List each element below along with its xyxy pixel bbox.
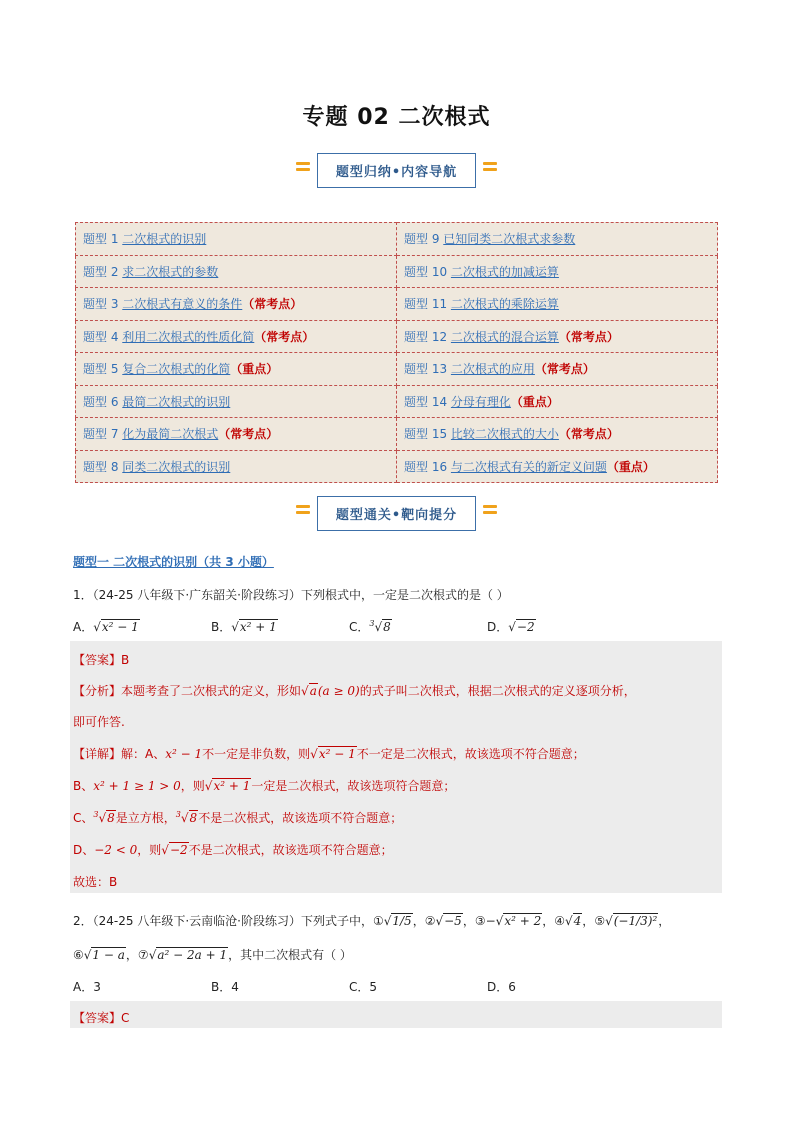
nav-cell-left: [76, 353, 397, 386]
q1-analysis: 【分析】本题考查了二次根式的定义，形如√a(a ≥ 0)的式子叫二次根式，根据二次根式的定义逐项分析，: [73, 684, 636, 698]
topic-link[interactable]: 二次根式的识别: [122, 232, 207, 247]
topic-number: 题型 15: [404, 427, 451, 442]
topic-link[interactable]: 二次根式的加减运算: [450, 264, 559, 279]
topic-tag: （重点）: [510, 394, 559, 409]
nav-banner: [317, 153, 476, 188]
topic-tag: （常考点）: [218, 427, 279, 442]
nav-cell-right: [397, 320, 718, 353]
q2-option-b: B．4: [211, 980, 239, 994]
question-1-stem: 1．（24-25 八年级下·广东韶关·阶段练习）下列根式中，一定是二次根式的是（ ）: [73, 588, 509, 602]
topic-link[interactable]: 分母有理化: [450, 394, 511, 409]
page-title: 专题 02 二次根式: [302, 105, 491, 130]
section-heading-1[interactable]: 题型一 二次根式的识别（共 3 小题）: [73, 555, 274, 569]
topic-number: 题型 13: [404, 362, 451, 377]
nav-cell-right: [397, 223, 718, 256]
nav-banner-wrap: [0, 153, 793, 188]
topic-tag: （常考点）: [534, 362, 595, 377]
nav-row: [76, 353, 718, 386]
topic-number: 题型 14: [404, 394, 451, 409]
topic-link[interactable]: 比较二次根式的大小: [450, 427, 559, 442]
topic-tag: （常考点）: [254, 329, 315, 344]
topic-link[interactable]: 二次根式的混合运算: [450, 329, 559, 344]
topic-number: 题型 9: [404, 232, 444, 247]
nav-cell-left: [76, 223, 397, 256]
nav-row: [76, 288, 718, 321]
question-2-stem: 2．（24-25 八年级下·云南临沧·阶段练习）下列式子中，①√1/5，②√−5，③−√x² + 2，④√4，⑤√(−1/3)²，: [73, 914, 671, 928]
nav-cell-right: [397, 288, 718, 321]
decor-dash-icon: [483, 505, 497, 520]
nav-cell-left: [76, 255, 397, 288]
q2-option-d: D．6: [487, 980, 516, 994]
topic-number: 题型 7: [83, 427, 123, 442]
topic-link[interactable]: 二次根式的应用: [450, 362, 535, 377]
q2-option-c: C．5: [349, 980, 378, 994]
topic-number: 题型 2: [83, 264, 123, 279]
nav-cell-left: [76, 418, 397, 451]
topic-number: 题型 16: [404, 459, 451, 474]
topic-number: 题型 12: [404, 329, 451, 344]
topic-link[interactable]: 求二次根式的参数: [122, 264, 219, 279]
nav-row: [76, 418, 718, 451]
nav-cell-right: [397, 385, 718, 418]
topic-tag: （重点）: [606, 459, 655, 474]
nav-row: [76, 320, 718, 353]
nav-cell-right: [397, 353, 718, 386]
q1-option-c: C．$^3$√8: [349, 619, 391, 634]
topic-tag: （重点）: [230, 362, 279, 377]
q1-choice: 故选：B: [73, 875, 118, 889]
decor-dash-icon: [296, 162, 310, 177]
topic-number: 题型 5: [83, 362, 123, 377]
nav-row: [76, 223, 718, 256]
topic-navigation-table: [75, 222, 718, 483]
nav-banner-label: 题型归纳•内容导航: [335, 165, 458, 180]
q2-answer-box: [70, 1001, 722, 1028]
q1-analysis-cont: 即可作答.: [73, 715, 125, 729]
q2-answer: 【答案】C: [73, 1011, 130, 1025]
q2-option-a: A．3: [73, 980, 101, 994]
topic-number: 题型 8: [83, 459, 123, 474]
nav-cell-left: [76, 450, 397, 483]
decor-dash-icon: [296, 505, 310, 520]
topic-link[interactable]: 复合二次根式的化简: [122, 362, 231, 377]
nav-cell-right: [397, 418, 718, 451]
nav-cell-left: [76, 385, 397, 418]
decor-dash-icon: [483, 162, 497, 177]
nav-row: [76, 255, 718, 288]
q1-answer: 【答案】B: [73, 653, 130, 667]
q1-detail-d: D、−2 < 0，则√−2不是二次根式，故该选项不符合题意；: [73, 843, 393, 857]
practice-banner-wrap: [0, 496, 793, 531]
nav-row: [76, 450, 718, 483]
topic-link[interactable]: 最简二次根式的识别: [122, 394, 231, 409]
topic-link[interactable]: 同类二次根式的识别: [122, 459, 231, 474]
nav-cell-right: [397, 450, 718, 483]
nav-row: [76, 385, 718, 418]
topic-number: 题型 4: [83, 329, 123, 344]
topic-number: 题型 3: [83, 297, 123, 312]
topic-link[interactable]: 与二次根式有关的新定义问题: [450, 459, 607, 474]
topic-link[interactable]: 已知同类二次根式求参数: [443, 232, 576, 247]
topic-link[interactable]: 二次根式的乘除运算: [450, 297, 559, 312]
q1-option-d: D．√−2: [487, 620, 535, 634]
topic-tag: （常考点）: [558, 427, 619, 442]
q1-detail-a: 【详解】解：A、x² − 1不一定是非负数，则√x² − 1不一定是二次根式，故该选项不符合题意；: [73, 747, 585, 761]
q1-option-a: A．√x² − 1: [73, 620, 139, 634]
nav-cell-right: [397, 255, 718, 288]
topic-tag: （常考点）: [558, 329, 619, 344]
nav-cell-left: [76, 320, 397, 353]
q1-option-b: B．√x² + 1: [211, 620, 277, 634]
topic-number: 题型 1: [83, 232, 123, 247]
topic-tag: （常考点）: [242, 297, 303, 312]
question-2-stem-cont: ⑥√1 − a，⑦√a² − 2a + 1，其中二次根式有（ ）: [73, 948, 352, 962]
topic-link[interactable]: 利用二次根式的性质化简: [122, 329, 255, 344]
q1-detail-b: B、x² + 1 ≥ 1 > 0，则√x² + 1一定是二次根式，故该选项符合题意；: [73, 779, 456, 793]
topic-link[interactable]: 二次根式有意义的条件: [122, 297, 243, 312]
topic-number: 题型 10: [404, 264, 451, 279]
topic-link[interactable]: 化为最简二次根式: [122, 427, 219, 442]
practice-banner-label: 题型通关•靶向提分: [335, 508, 458, 523]
topic-number: 题型 11: [404, 297, 451, 312]
topic-number: 题型 6: [83, 394, 123, 409]
q1-detail-c: C、$^3$√8是立方根，$^3$√8不是二次根式，故该选项不符合题意；: [73, 810, 403, 825]
nav-cell-left: [76, 288, 397, 321]
practice-banner: [317, 496, 476, 531]
